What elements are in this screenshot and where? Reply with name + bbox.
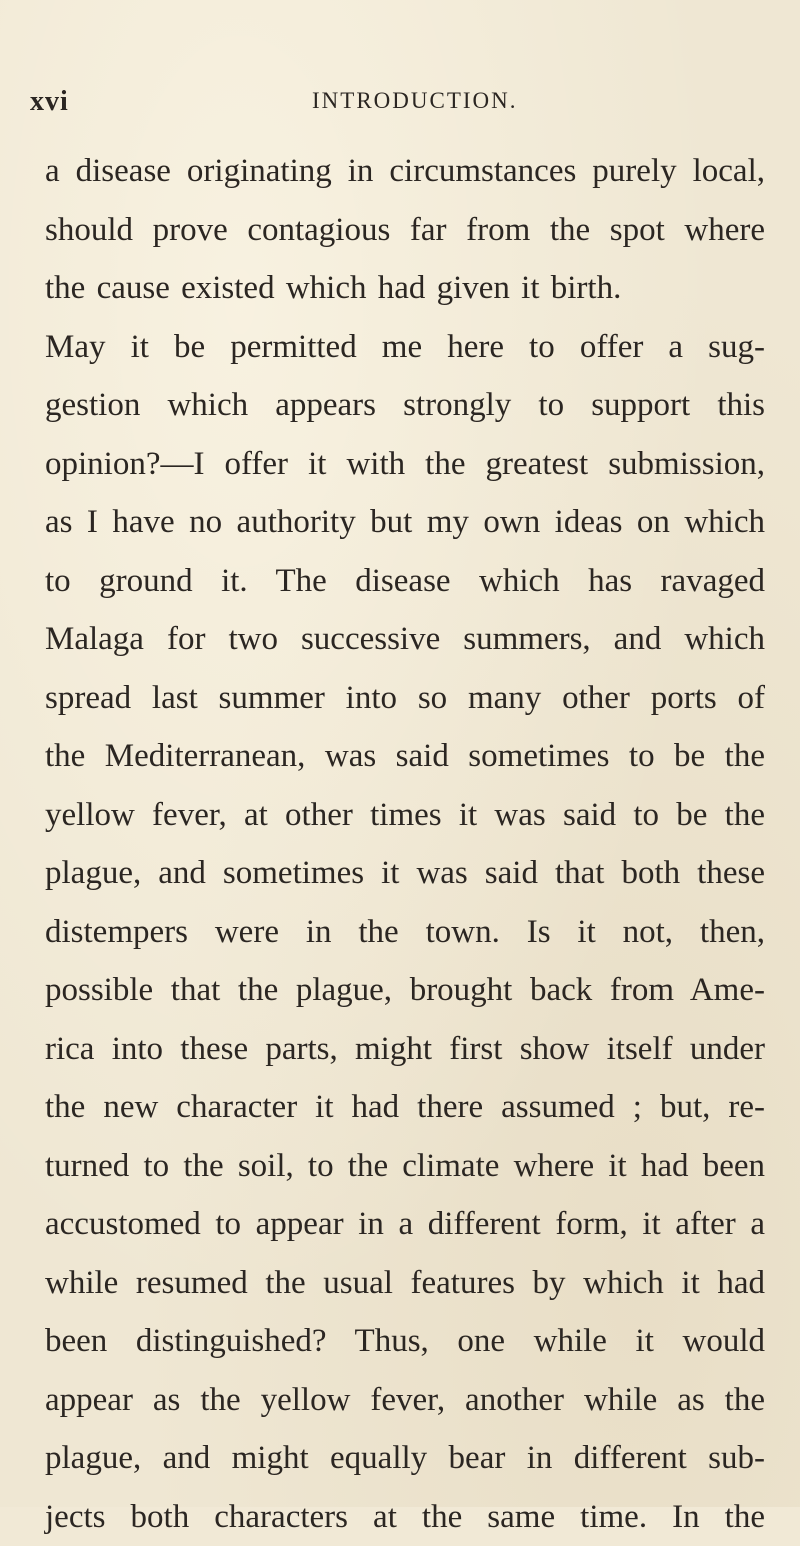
text-line: Malaga for two successive summers, and which [45, 610, 765, 669]
text-line: as I have no authority but my own ideas on which [45, 493, 765, 552]
text-line: the Mediterranean, was said sometimes to be the [45, 727, 765, 786]
text-line: distempers were in the town. Is it not, then, [45, 903, 765, 962]
text-line: opinion?—I offer it with the greatest submission, [45, 435, 765, 494]
text-line: a disease originating in circumstances purely local, [45, 142, 765, 201]
text-line: plague, and sometimes it was said that both these [45, 844, 765, 903]
text-line: May it be permitted me here to offer a sug- [45, 318, 765, 377]
text-line: spread last summer into so many other ports of [45, 669, 765, 728]
text-line: should prove contagious far from the spot where [45, 201, 765, 260]
text-line: possible that the plague, brought back from Ame- [45, 961, 765, 1020]
text-line: gestion which appears strongly to support this [45, 376, 765, 435]
text-line: yellow fever, at other times it was said to be the [45, 786, 765, 845]
body-text [45, 142, 765, 1546]
text-line: the new character it had there assumed ; but, re- [45, 1078, 765, 1137]
text-line: jects both characters at the same time. In the [45, 1488, 765, 1546]
text-line: to ground it. The disease which has ravaged [45, 552, 765, 611]
text-line: accustomed to appear in a different form, it after a [45, 1195, 765, 1254]
text-line: plague, and might equally bear in different sub- [45, 1429, 765, 1488]
text-line: been distinguished? Thus, one while it would [45, 1312, 765, 1371]
text-line: turned to the soil, to the climate where it had been [45, 1137, 765, 1196]
page-number: xvi [30, 86, 69, 118]
running-head: INTRODUCTION. [312, 88, 518, 114]
text-line: appear as the yellow fever, another while as the [45, 1371, 765, 1430]
text-line: while resumed the usual features by which it had [45, 1254, 765, 1313]
text-line: rica into these parts, might first show itself under [45, 1020, 765, 1079]
page-header [30, 86, 760, 126]
text-line: the cause existed which had given it birth. [45, 259, 765, 318]
